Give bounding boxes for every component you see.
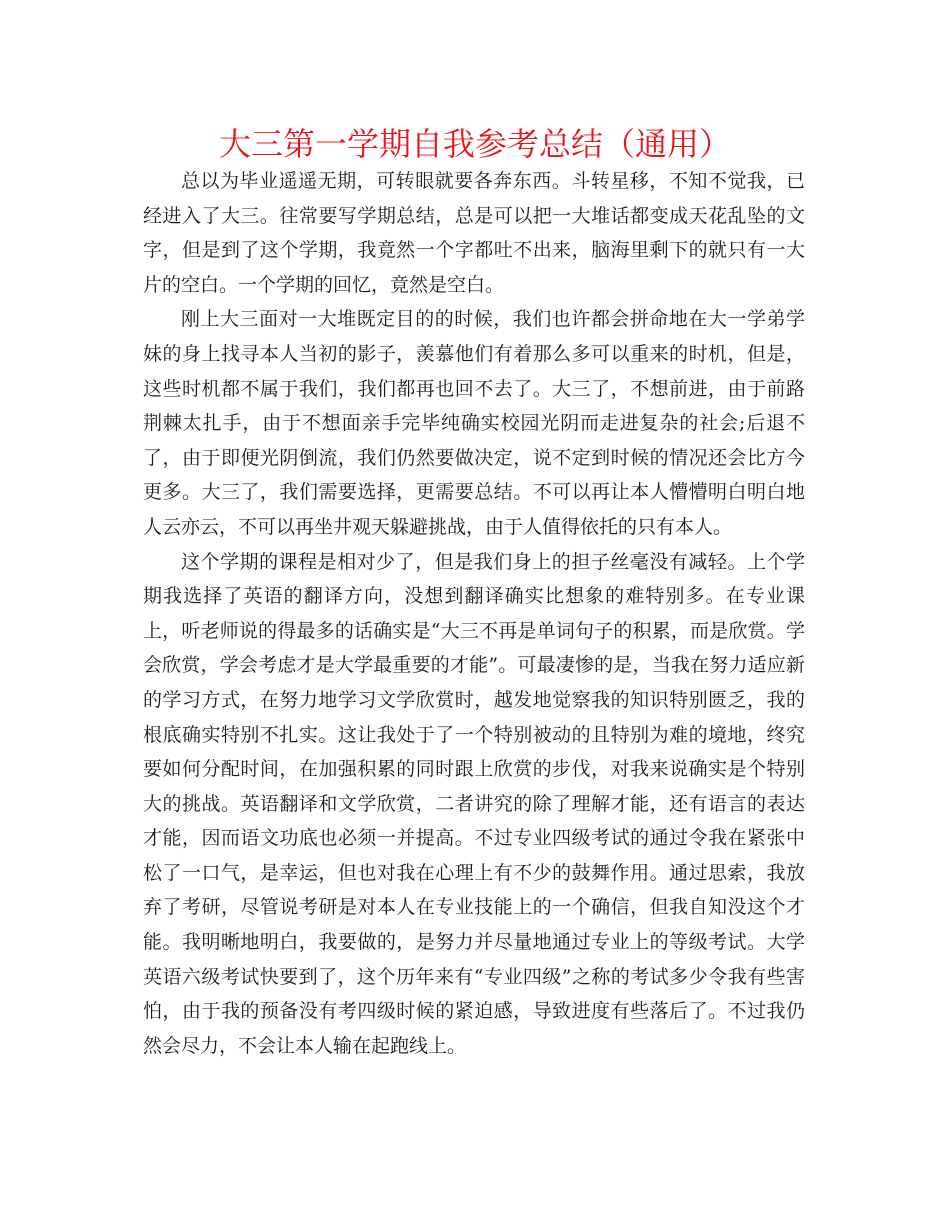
document-body [143, 164, 805, 1063]
document-title: 大三第一学期自我参考总结（通用） [218, 125, 731, 163]
paragraph-3: 这个学期的课程是相对少了，但是我们身上的担子丝毫没有减轻。上个学期我选择了英语的翻译方向，没想到翻译确实比想象的难特别多。在专业课上，听老师说的得最多的话确实是“大三不再是单词句子的积累，而是欣赏。学会欣赏，学会考虑才是大学最重要的才能”。可最凄惨的是，当我在努力适应新的学习方式，在努力地学习文学欣赏时，越发地觉察我的知识特别匮乏，我的根底确实特别不扎实。这让我处于了一个特别被动的且特别为难的境地，终究要如何分配时间，在加强积累的同时跟上欣赏的步伐，对我来说确实是个特别大的挑战。英语翻译和文学欣赏，二者讲究的除了理解才能，还有语言的表达才能，因而语文功底也必须一并提高。不过专业四级考试的通过令我在紧张中松了一口气，是幸运，但也对我在心理上有不少的鼓舞作用。通过思索，我放弃了考研，尽管说考研是对本人在专业技能上的一个确信，但我自知没这个才能。我明晰地明白，我要做的，是努力并尽量地通过专业上的等级考试。大学英语六级考试快要到了，这个历年来有“专业四级”之称的考试多少令我有些害怕，由于我的预备没有考四级时候的紧迫感，导致进度有些落后了。不过我仍然会尽力，不会让本人输在起跑线上。 [143, 550, 805, 1057]
paragraph-2: 刚上大三面对一大堆既定目的的时候，我们也许都会拼命地在大一学弟学妹的身上找寻本人当初的影子，羡慕他们有着那么多可以重来的时机，但是，这些时机都不属于我们，我们都再也回不去了。大三了，不想前进，由于前路荆棘太扎手，由于不想面亲手完毕纯确实校园光阴而走进复杂的社会;后退不了，由于即便光阴倒流，我们仍然要做决定，说不定到时候的情况还会比方今更多。大三了，我们需要选择，更需要总结。不可以再让本人懵懵明白明白地人云亦云，不可以再坐井观天躲避挑战，由于人值得依托的只有本人。 [143, 308, 805, 538]
paragraph-1: 总以为毕业遥遥无期，可转眼就要各奔东西。斗转星移，不知不觉我，已经进入了大三。往常要写学期总结，总是可以把一大堆话都变成天花乱坠的文字，但是到了这个学期，我竟然一个字都吐不出来，脑海里剩下的就只有一大片的空白。一个学期的回忆，竟然是空白。 [143, 170, 805, 296]
